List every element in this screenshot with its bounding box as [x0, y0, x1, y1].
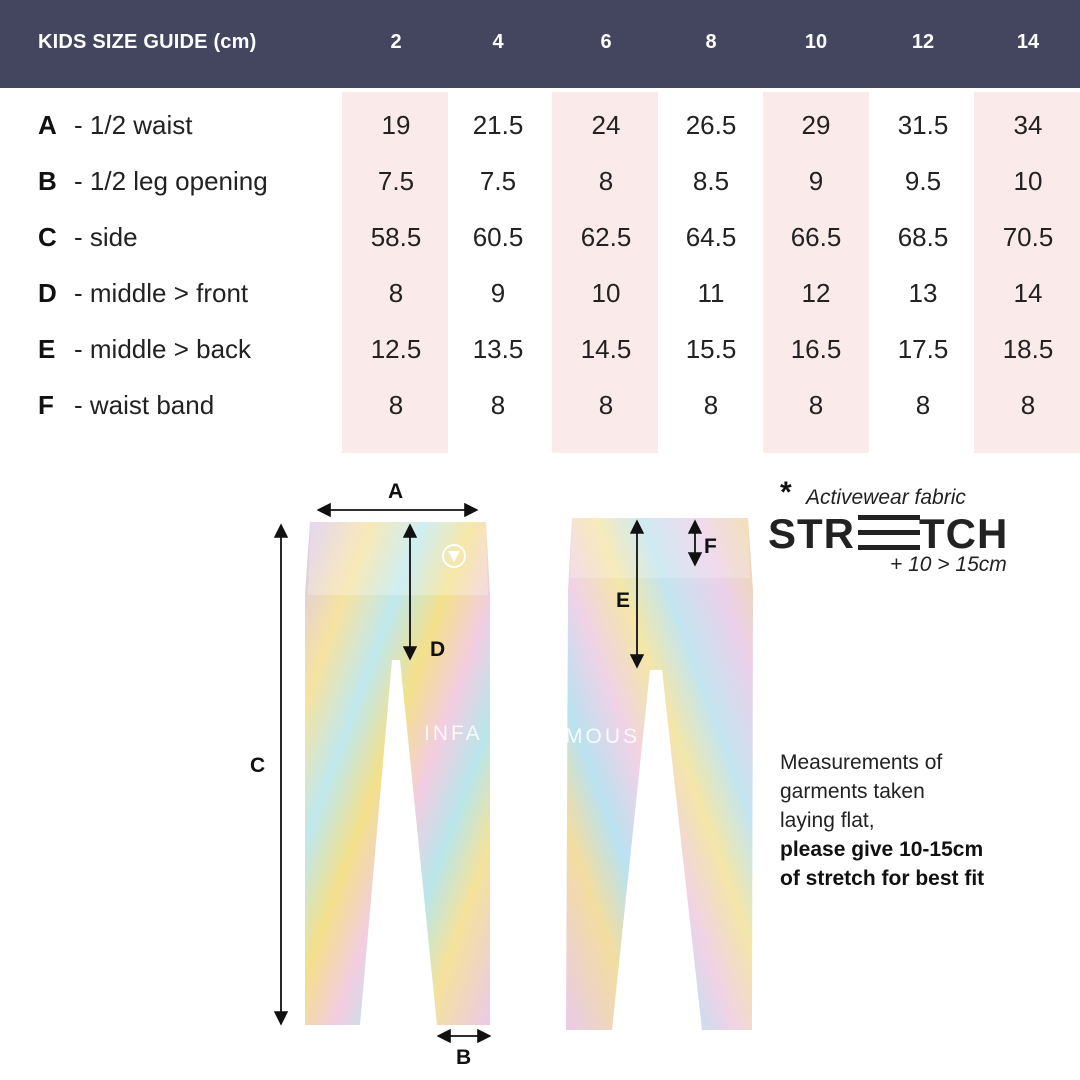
table-cell: 21.5 [472, 110, 524, 140]
table-cell: 12 [801, 278, 831, 308]
table-cell: 8 [1020, 390, 1036, 420]
table-cell: 11 [697, 278, 725, 308]
asterisk-icon: * [780, 476, 792, 509]
row-letter-f: F [38, 390, 54, 420]
table-cell: 8 [915, 390, 931, 420]
size-header-6: 6 [600, 31, 612, 53]
row-letter-c: C [38, 222, 57, 252]
table-cell: 7.5 [479, 166, 517, 196]
table-cell: 9.5 [904, 166, 942, 196]
table-cell: 18.5 [1002, 334, 1054, 364]
note-line: Measurements of [780, 751, 943, 774]
table-cell: 16.5 [790, 334, 842, 364]
table-cell: 14 [1013, 278, 1043, 308]
table-cell: 64.5 [685, 222, 737, 252]
size-header-10: 10 [804, 31, 828, 53]
table-cell: 8 [808, 390, 824, 420]
table-cell: 70.5 [1002, 222, 1054, 252]
note-bold-line: please give 10-15cm [780, 838, 984, 861]
table-cell: 8 [388, 390, 404, 420]
row-label-middle-front: - middle > front [74, 278, 249, 308]
table-cell: 17.5 [897, 334, 949, 364]
size-header-4: 4 [492, 31, 504, 53]
row-label-side: - side [74, 222, 138, 252]
size-header-8: 8 [705, 31, 717, 53]
dimension-label-e: E [616, 589, 631, 612]
size-header-12: 12 [911, 31, 935, 53]
table-cell: 34 [1013, 110, 1043, 140]
brand-watermark-front: INFA [424, 722, 483, 745]
table-cell: 62.5 [580, 222, 632, 252]
row-letter-d: D [38, 278, 57, 308]
table-cell: 14.5 [580, 334, 632, 364]
row-letter-a: A [38, 110, 57, 140]
table-cell: 7.5 [377, 166, 415, 196]
table-cell: 8 [388, 278, 404, 308]
dimension-label-c: C [250, 754, 266, 777]
dimension-label-f: F [704, 535, 717, 558]
table-cell: 13.5 [472, 334, 524, 364]
table-cell: 26.5 [685, 110, 737, 140]
stretch-range: + 10 > 15cm [890, 553, 1007, 576]
row-label-waist-band: - waist band [74, 390, 215, 420]
dimension-label-d: D [430, 638, 446, 661]
note-line: garments taken [780, 780, 925, 803]
table-title: KIDS SIZE GUIDE (cm) [38, 31, 257, 53]
table-cell: 8 [598, 390, 614, 420]
table-cell: 8.5 [692, 166, 730, 196]
table-cell: 60.5 [472, 222, 524, 252]
row-letter-e: E [38, 334, 56, 364]
row-label-middle-back: - middle > back [74, 334, 252, 364]
note-bold-line: of stretch for best fit [780, 867, 985, 890]
table-cell: 13 [908, 278, 938, 308]
note-line: laying flat, [780, 809, 875, 832]
row-label-waist: - 1/2 waist [74, 110, 193, 140]
stretch-word [768, 510, 1008, 558]
stretch-word-end: TCH [919, 510, 1009, 557]
table-cell: 19 [381, 110, 411, 140]
dimension-label-a: A [388, 480, 404, 503]
stretch-word-start: STR [768, 510, 855, 557]
measurement-note [780, 748, 1070, 893]
table-cell: 8 [490, 390, 506, 420]
brand-watermark-back: MOUS [565, 725, 640, 748]
table-cell: 9 [490, 278, 506, 308]
table-cell: 8 [598, 166, 614, 196]
table-cell: 68.5 [897, 222, 949, 252]
row-letter-b: B [38, 166, 57, 196]
stretch-caption: Activewear fabric [806, 486, 966, 509]
leggings-back [566, 518, 753, 1030]
size-header-2: 2 [390, 31, 402, 53]
table-cell: 66.5 [790, 222, 842, 252]
table-cell: 58.5 [370, 222, 422, 252]
table-cell: 29 [801, 110, 831, 140]
row-label-leg-opening: - 1/2 leg opening [74, 166, 268, 196]
table-cell: 8 [703, 390, 719, 420]
table-cell: 12.5 [370, 334, 422, 364]
table-cell: 24 [591, 110, 621, 140]
table-cell: 31.5 [897, 110, 949, 140]
size-header-14: 14 [1016, 31, 1040, 53]
leggings-front [305, 522, 490, 1025]
dimension-label-b: B [456, 1046, 472, 1069]
table-cell: 10 [1013, 166, 1043, 196]
table-cell: 9 [808, 166, 824, 196]
table-cell: 15.5 [685, 334, 737, 364]
table-cell: 10 [591, 278, 621, 308]
